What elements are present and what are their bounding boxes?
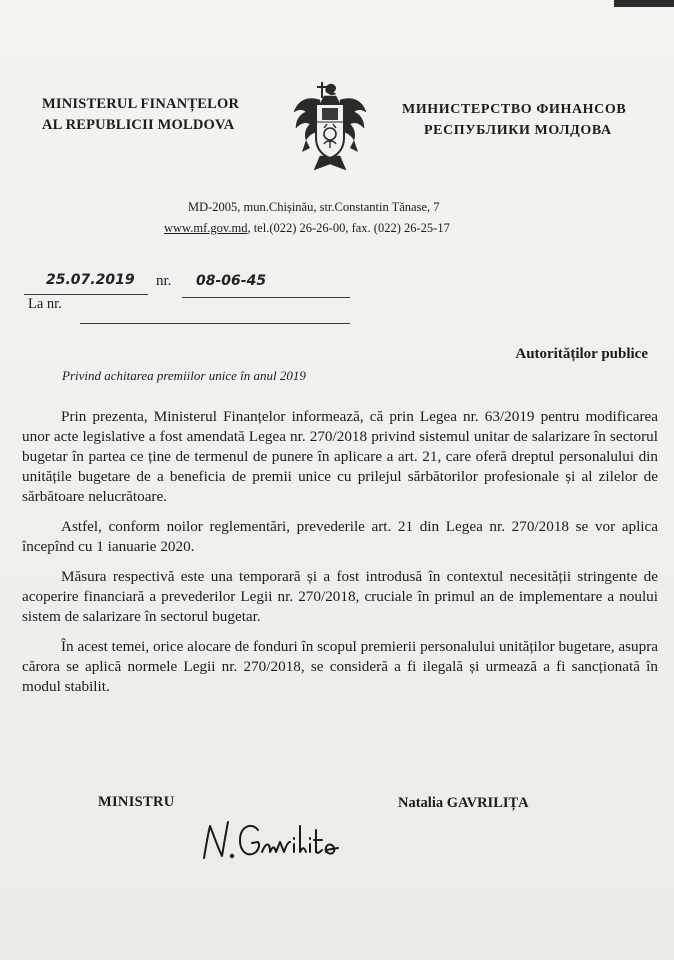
paragraph-4: În acest temei, orice alocare de fonduri în scopul premierii personalului unităților bugetare, asupra cărora se aplică normele Legii nr. 270/2018, se consideră a fi ilegală și urmează a fi sancționată în modul stabilit.: [22, 638, 658, 695]
ministry-name-ro: [42, 94, 239, 136]
moldova-coat-of-arms-icon: [290, 78, 370, 176]
ministry-name-ro-line2: AL REPUBLICII MOLDOVA: [42, 117, 235, 133]
phone-fax: , tel.(022) 26-26-00, fax. (022) 26-25-17: [247, 221, 450, 235]
paragraph-3: Măsura respectivă este una temporară și a fost introdusă în contextul necesității stringente de acoperire financiară a prevederilor Legii nr. 270/2018, cruciale în primul an de implementare a noului sistem de salarizare în sectorul bugetar.: [22, 568, 658, 625]
signatory-name: Natalia GAVRILIȚA: [398, 795, 529, 811]
signatory-title: MINISTRU: [98, 794, 175, 810]
document-number: 08-06-45: [196, 273, 267, 289]
address-line: MD-2005, mun.Chișinău, str.Constantin Tănase, 7: [188, 200, 440, 214]
la-nr-underline: [80, 323, 350, 324]
contact-line: [164, 218, 450, 239]
ministry-name-ro-line1: MINISTERUL FINANȚELOR: [42, 96, 240, 112]
subject-line: Privind achitarea premiilor unice în anul 2019: [62, 368, 306, 383]
letter-body: [22, 407, 658, 697]
la-nr-label: La nr.: [28, 296, 62, 312]
paragraph-2: Astfel, conform noilor reglementări, prevederile art. 21 din Legea nr. 270/2018 se vor aplica începînd cu 1 ianuarie 2020.: [22, 518, 658, 555]
recipient: Autorităților publice: [515, 346, 648, 362]
number-underline: [182, 297, 350, 298]
nr-label: nr.: [156, 273, 172, 289]
ministry-name-ru: [402, 99, 626, 141]
handwritten-signature: [196, 812, 396, 872]
ministry-address: [164, 197, 450, 239]
ministry-name-ru-line1: МИНИСТЕРСТВО ФИНАНСОВ: [402, 102, 627, 117]
document-date: 25.07.2019: [46, 272, 135, 288]
paragraph-1: Prin prezenta, Ministerul Finanțelor informează, că prin Legea nr. 63/2019 pentru modificarea unor acte legislative a fost amendată Legea nr. 270/2018 privind sistemul unitar de salarizare în sectorul bugetar în partea ce ține de termenul de punere în aplicare a art. 21, care oferă dreptul personalului din unitățile bugetare de a beneficia de premii unice cu prilejul sărbătorilor profesionale și al zilelor de sărbătoare nelucrătoare.: [22, 408, 658, 505]
corner-mark: [614, 0, 674, 12]
ministry-name-ru-line2: РЕСПУБЛИКИ МОЛДОВА: [424, 123, 612, 138]
website-link[interactable]: www.mf.gov.md: [164, 221, 248, 235]
date-underline: [24, 294, 148, 295]
